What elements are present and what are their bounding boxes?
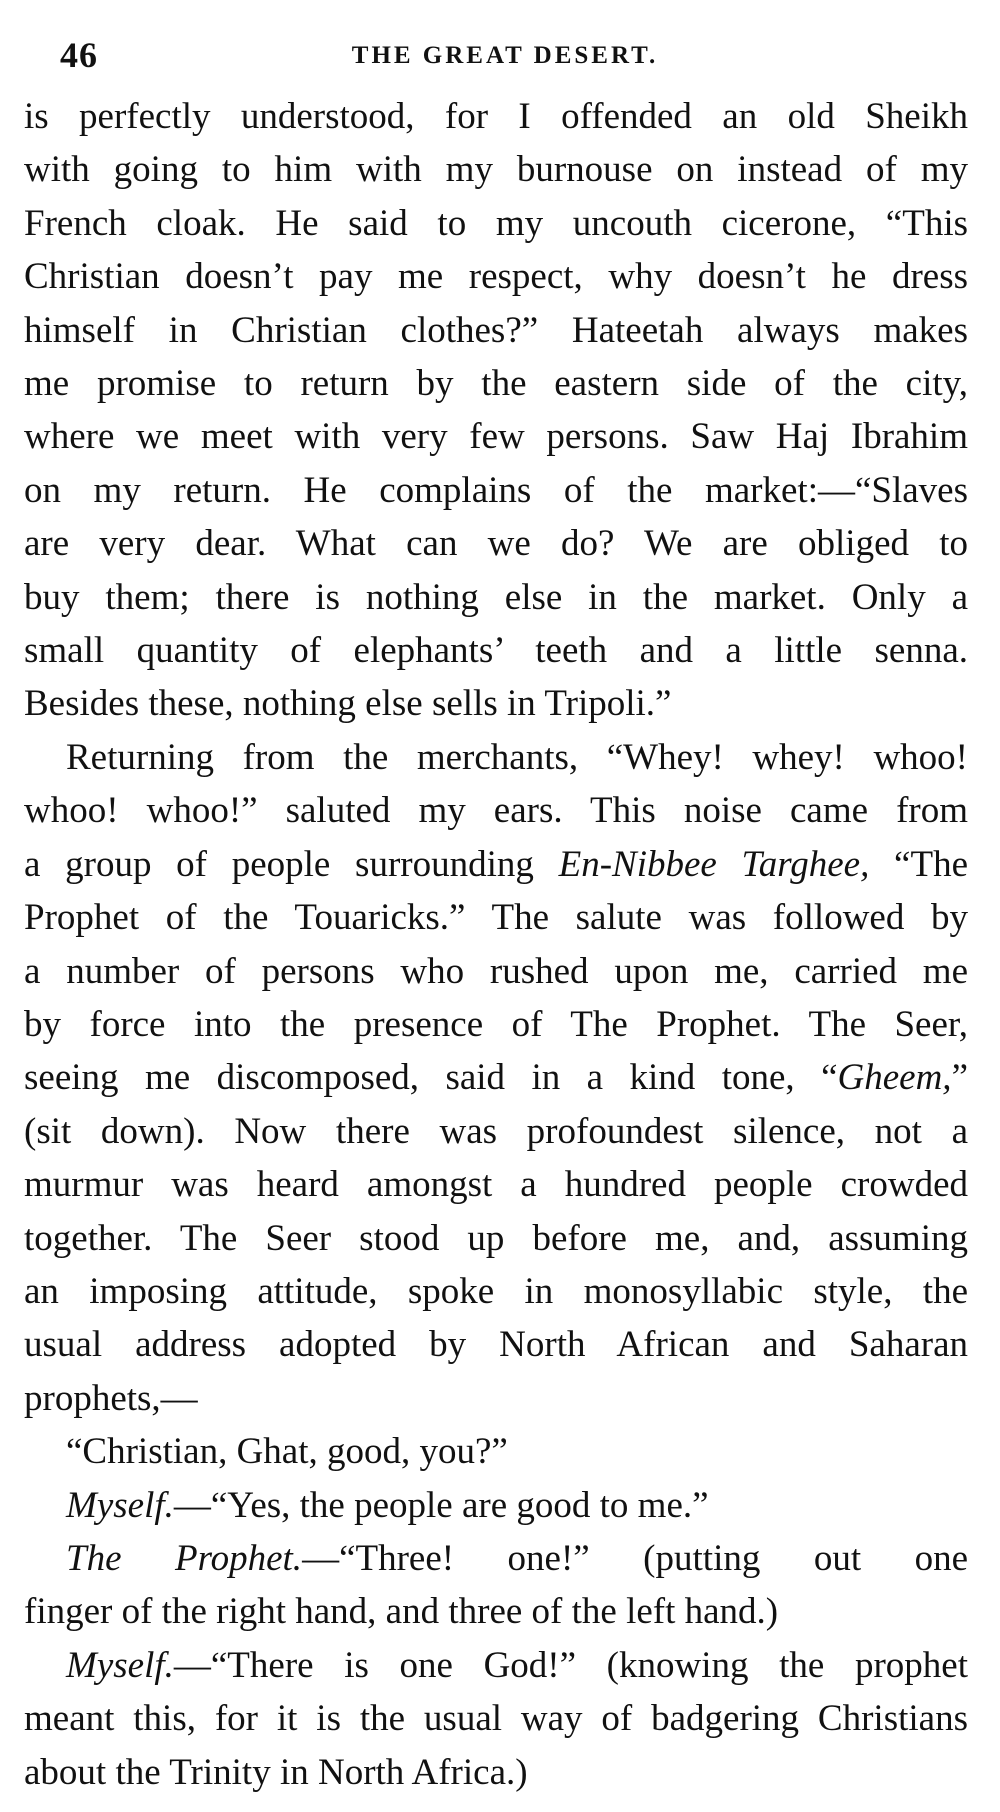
dialogue-text: —“Three! one!” (putting out one [302,1537,968,1579]
speaker-name: Myself. [66,1484,174,1526]
text-run: ” [951,1057,968,1099]
text-line: on my return. He complains of the market:—“Slaves [24,469,968,511]
text-line: an imposing attitude, spoke in monosyllabic style, the [24,1270,968,1312]
dialogue-text: —“There is one God!” (knowing the prophet [173,1644,968,1686]
text-line: usual address adopted by North African and Saharan [24,1324,968,1366]
text-line: Returning from the merchants, “Whey! whey! whoo! [66,736,968,778]
dialogue-line: finger of the right hand, and three of the left hand.) [24,1591,779,1633]
text-line: with going to him with my burnouse on instead of my [24,149,968,191]
text-line: buy them; there is nothing else in the market. Only a [24,576,968,618]
text-line: prophets,— [24,1377,198,1419]
speaker-name: Myself. [66,1644,174,1686]
text-line: are very dear. What can we do? We are obliged to [24,523,968,565]
dialogue [24,1425,968,1799]
paragraph-prophet [24,731,968,1425]
text-line: whoo! whoo!” saluted my ears. This noise came from [24,790,968,832]
dialogue-line [24,1479,968,1532]
running-head [42,34,968,90]
dialogue-line: meant this, for it is the usual way of badgering Christians [24,1698,968,1740]
text-line [24,838,968,891]
text-line: French cloak. He said to my uncouth cicerone, “This [24,202,968,244]
text-line: is perfectly understood, for I offended an old Sheikh [24,96,968,137]
text-line: where we meet with very few persons. Saw Haj Ibrahim [24,416,968,458]
body-text [24,90,968,1799]
italic-word: Gheem, [837,1057,952,1099]
dialogue-line: “Christian, Ghat, good, you?” [66,1431,508,1473]
dialogue-text: —“Yes, the people are good to me.” [173,1484,709,1526]
text-line: Christian doesn’t pay me respect, why doesn’t he dress [24,256,968,298]
dialogue-line [24,1639,968,1692]
running-title: THE GREAT DESERT. [351,42,659,69]
paragraph-continued [24,90,968,731]
text-line: small quantity of elephants’ teeth and a little senna. [24,630,968,672]
text-line: by force into the presence of The Prophet. The Seer, [24,1003,968,1045]
text-line [24,1051,968,1104]
speaker-name: The Prophet. [66,1537,303,1579]
italic-name: En-Nibbee Targhee, [558,843,870,885]
text-line: a number of persons who rushed upon me, carried me [24,950,968,992]
text-run: “The [869,843,969,885]
text-line: me promise to return by the eastern side of the city, [24,363,968,405]
text-run: seeing me discomposed, said in a kind tone, “ [24,1057,838,1099]
text-line: (sit down). Now there was profoundest silence, not a [24,1110,968,1152]
text-line: himself in Christian clothes?” Hateetah always makes [24,309,968,351]
text-line: Besides these, nothing else sells in Tripoli.” [24,683,672,725]
dialogue-line: about the Trinity in North Africa.) [24,1751,528,1793]
page-number: 46 [60,35,98,75]
text-line: Prophet of the Touaricks.” The salute was followed by [24,897,968,939]
text-line: together. The Seer stood up before me, and, assuming [24,1217,968,1259]
dialogue-line [24,1532,968,1585]
text-line: murmur was heard amongst a hundred people crowded [24,1164,968,1206]
text-run: a group of people surrounding [24,843,559,885]
